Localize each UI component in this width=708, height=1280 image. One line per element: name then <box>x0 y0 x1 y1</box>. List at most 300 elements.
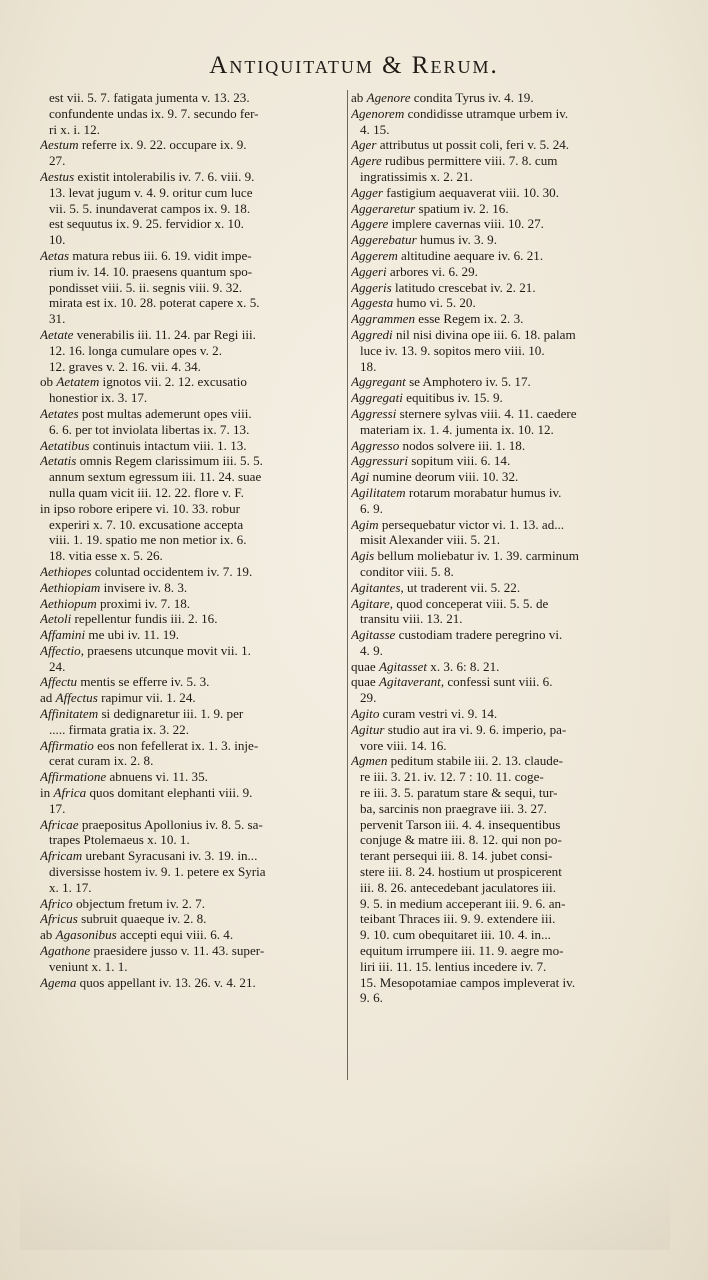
index-line <box>351 753 663 769</box>
index-text: fastigium aequaverat viii. 10. 30. <box>383 184 559 200</box>
index-text: , ut traderent vii. 5. 22. <box>400 579 521 595</box>
index-text: 6. 9. <box>360 500 383 516</box>
index-text: cerat curam ix. 2. 8. <box>49 753 154 769</box>
index-line <box>40 896 346 912</box>
index-text: me ubi iv. 11. 19. <box>85 627 180 643</box>
index-text: teibant Thraces iii. 9. 9. extendere iii. <box>360 911 556 927</box>
index-line <box>351 911 663 927</box>
index-line <box>351 359 663 375</box>
index-headword: Africus <box>40 911 78 927</box>
index-headword: Affirmatione <box>40 769 107 785</box>
index-text: 12. graves v. 2. 16. vii. 4. 34. <box>49 358 201 374</box>
index-headword: Aggrammen <box>351 311 416 327</box>
index-line <box>40 580 346 596</box>
index-text: custodiam tradere peregrino vi. <box>395 627 563 643</box>
index-line <box>351 990 663 1006</box>
index-headword: Aggeris <box>351 279 392 295</box>
index-headword: Agger <box>351 184 383 200</box>
index-line <box>40 848 346 864</box>
index-text: nodos solvere iii. 1. 18. <box>399 437 526 453</box>
index-headword: Africae <box>40 816 79 832</box>
index-line <box>40 769 346 785</box>
index-headword: Aggeri <box>351 263 387 279</box>
index-headword: Agitantes <box>351 579 401 595</box>
index-text: liri iii. 11. 15. lentius incedere iv. 7. <box>360 958 547 974</box>
index-headword: Aestus <box>40 168 75 184</box>
index-text: honestior ix. 3. 17. <box>49 390 148 406</box>
index-text: nulla quam vicit iii. 12. 22. flore v. F. <box>49 484 244 500</box>
index-text: ignotos vii. 2. 12. excusatio <box>99 374 247 390</box>
index-line <box>40 216 346 232</box>
index-line <box>351 596 663 612</box>
index-line <box>351 295 663 311</box>
index-line <box>351 848 663 864</box>
index-line <box>40 311 346 327</box>
index-line <box>351 659 663 675</box>
index-text: 9. 10. cum obequitaret iii. 10. 4. in... <box>360 927 551 943</box>
index-headword: Aethiopiam <box>40 579 101 595</box>
index-text: , quod conceperat viii. 5. 5. de <box>389 595 549 611</box>
index-text: diversisse hostem iv. 9. 1. petere ex Syria <box>49 864 266 880</box>
index-headword: Agmen <box>351 753 388 769</box>
index-text: accepti equi viii. 6. 4. <box>116 927 234 943</box>
index-headword: Aetates <box>40 405 79 421</box>
index-line <box>40 801 346 817</box>
index-headword: Ager <box>351 137 377 153</box>
index-text: latitudo crescebat iv. 2. 21. <box>391 279 536 295</box>
index-line <box>351 627 663 643</box>
column-rule <box>347 90 348 1080</box>
index-line <box>351 611 663 627</box>
index-line <box>351 327 663 343</box>
index-text: vore viii. 14. 16. <box>360 737 447 753</box>
index-line <box>351 548 663 564</box>
index-line <box>351 280 663 296</box>
index-text: 24. <box>49 658 66 674</box>
index-text: post multas ademerunt opes viii. <box>78 405 252 421</box>
index-text: est vii. 5. 7. fatigata jumenta v. 13. 23. <box>49 90 250 105</box>
index-line <box>351 517 663 533</box>
index-text: existit intolerabilis iv. 7. 6. viii. 9. <box>74 168 255 184</box>
index-line <box>351 137 663 153</box>
index-text: quos appellant iv. 13. 26. v. 4. 21. <box>76 974 256 990</box>
index-headword: Affamini <box>40 627 86 643</box>
index-headword: Agenorem <box>351 105 405 121</box>
index-line <box>351 801 663 817</box>
index-line <box>351 722 663 738</box>
index-line <box>351 311 663 327</box>
index-line <box>40 280 346 296</box>
index-line <box>351 501 663 517</box>
index-text: veniunt x. 1. 1. <box>49 958 128 974</box>
index-text: esse Regem ix. 2. 3. <box>415 311 524 327</box>
index-headword: Aggeraretur <box>351 200 416 216</box>
index-text: praesidere jusso v. 11. 43. super- <box>90 943 265 959</box>
index-line <box>40 122 346 138</box>
index-text: peditum stabile iii. 2. 13. claude- <box>387 753 564 769</box>
index-line <box>40 864 346 880</box>
index-headword: Affectus <box>55 690 98 706</box>
index-line <box>40 785 346 801</box>
index-text: conjuge & matre iii. 8. 12. qui non po- <box>360 832 562 848</box>
index-text: experiri x. 7. 10. excusatione accepta <box>49 516 244 532</box>
index-text: transitu viii. 13. 21. <box>360 611 463 627</box>
index-line <box>40 722 346 738</box>
index-line <box>351 248 663 264</box>
index-line <box>351 232 663 248</box>
index-line <box>40 817 346 833</box>
index-headword: Agilitatem <box>351 484 406 500</box>
index-text: quae <box>351 674 379 690</box>
index-line <box>351 738 663 754</box>
index-line <box>40 959 346 975</box>
index-headword: Affectu <box>40 674 78 690</box>
index-line <box>40 706 346 722</box>
index-text: conditor viii. 5. 8. <box>360 563 454 579</box>
index-line <box>351 453 663 469</box>
index-text: objectum fretum iv. 2. 7. <box>72 895 205 911</box>
index-line <box>40 137 346 153</box>
index-line <box>351 943 663 959</box>
index-text: coluntad occidentem iv. 7. 19. <box>91 563 253 579</box>
index-line <box>351 690 663 706</box>
index-line <box>351 469 663 485</box>
paper-shade <box>20 1160 670 1250</box>
index-text: vii. 5. 5. inundaverat campos ix. 9. 18. <box>49 200 251 216</box>
index-text: arbores vi. 6. 29. <box>386 263 478 279</box>
index-text: referre ix. 9. 22. occupare ix. 9. <box>78 137 247 153</box>
index-line <box>351 896 663 912</box>
index-line <box>40 485 346 501</box>
index-line <box>40 659 346 675</box>
index-text: ob <box>40 374 57 390</box>
index-text: materiam ix. 1. 4. jumenta ix. 10. 12. <box>360 421 554 437</box>
index-text: stere iii. 8. 24. hostium ut prospicerent <box>360 864 562 880</box>
index-text: est sequutus ix. 9. 25. fervidior x. 10. <box>49 216 244 232</box>
index-headword: Agitasset <box>379 658 428 674</box>
index-text: spatium iv. 2. 16. <box>415 200 509 216</box>
index-line <box>351 106 663 122</box>
index-line <box>40 564 346 580</box>
index-text: subruit quaeque iv. 2. 8. <box>77 911 207 927</box>
index-text: matura rebus iii. 6. 19. vidit impe- <box>69 247 252 263</box>
index-line <box>351 90 663 106</box>
index-headword: Aetas <box>40 247 70 263</box>
index-text: numine deorum viii. 10. 32. <box>369 469 519 485</box>
index-column-left <box>40 90 346 990</box>
index-line <box>351 406 663 422</box>
index-text: 17. <box>49 800 66 816</box>
index-line <box>40 248 346 264</box>
index-headword: Aethiopum <box>40 595 97 611</box>
index-line <box>40 327 346 343</box>
index-line <box>40 548 346 564</box>
index-text: humus iv. 3. 9. <box>416 232 497 248</box>
index-column-right <box>351 90 663 1006</box>
index-line <box>351 532 663 548</box>
index-text: 31. <box>49 311 66 327</box>
index-text: urebant Syracusani iv. 3. 19. in... <box>82 848 258 864</box>
index-text: iii. 8. 26. antecedebant jaculatores iii. <box>360 879 556 895</box>
index-line <box>40 406 346 422</box>
index-headword: Aetatis <box>40 453 77 469</box>
index-headword: Aggregant <box>351 374 406 390</box>
index-line <box>40 627 346 643</box>
index-text: pervenit Tarson iii. 4. 4. insequentibus <box>360 816 561 832</box>
index-text: sopitum viii. 6. 14. <box>408 453 511 469</box>
index-line <box>351 153 663 169</box>
index-line <box>40 343 346 359</box>
index-headword: Aggresso <box>351 437 400 453</box>
index-line <box>40 422 346 438</box>
index-headword: Aetatibus <box>40 437 90 453</box>
running-header: Antiquitatum & Rerum. <box>209 52 499 79</box>
index-line <box>40 943 346 959</box>
index-text: abnuens vi. 11. 35. <box>106 769 208 785</box>
index-line <box>351 264 663 280</box>
index-line <box>40 185 346 201</box>
index-text: confundente undas ix. 9. 7. secundo fer- <box>49 105 259 121</box>
index-text: 12. 16. longa cumulare opes v. 2. <box>49 342 222 358</box>
index-text: altitudine aequare iv. 6. 21. <box>397 247 544 263</box>
index-headword: Aethiopes <box>40 563 92 579</box>
index-text: ba, sarcinis non praegrave iii. 3. 27. <box>360 800 547 816</box>
index-text: implere cavernas viii. 10. 27. <box>388 216 544 232</box>
index-line <box>351 485 663 501</box>
index-text: attributus ut possit coli, feri v. 5. 24. <box>376 137 570 153</box>
index-line <box>351 880 663 896</box>
index-line <box>351 169 663 185</box>
index-line <box>40 738 346 754</box>
index-text: rapimur vii. 1. 24. <box>97 690 196 706</box>
index-text: 10. <box>49 232 66 248</box>
index-line <box>351 864 663 880</box>
index-headword: Agere <box>351 153 382 169</box>
index-headword: Aestum <box>40 137 79 153</box>
index-line <box>40 517 346 533</box>
index-headword: Affectio <box>40 642 81 658</box>
index-line <box>351 564 663 580</box>
index-text: omnis Regem clarissimum iii. 5. 5. <box>76 453 263 469</box>
index-text: 6. 6. per tot inviolata libertas ix. 7. 13. <box>49 421 250 437</box>
index-line <box>40 753 346 769</box>
index-line <box>40 690 346 706</box>
index-line <box>351 643 663 659</box>
index-text: rudibus permittere viii. 7. 8. cum <box>381 153 558 169</box>
index-headword: Aggesta <box>351 295 394 311</box>
index-headword: Affirmatio <box>40 737 94 753</box>
index-text: quae <box>351 658 379 674</box>
index-text: 15. Mesopotamiae campos impleverat iv. <box>360 974 576 990</box>
index-text: persequebatur victor vi. 1. 13. ad... <box>378 516 565 532</box>
index-headword: Aggerebatur <box>351 232 417 248</box>
index-text: luce iv. 13. 9. sopitos mero viii. 10. <box>360 342 545 358</box>
index-text: si dedignaretur iii. 1. 9. per <box>98 706 244 722</box>
index-text: trapes Ptolemaeus x. 10. 1. <box>49 832 190 848</box>
index-line <box>40 453 346 469</box>
index-line <box>40 264 346 280</box>
index-text: pondisset viii. 5. ii. segnis viii. 9. 32. <box>49 279 243 295</box>
index-text: 13. levat jugum v. 4. 9. oritur cum luce <box>49 184 253 200</box>
index-text: 29. <box>360 690 377 706</box>
index-line <box>40 643 346 659</box>
index-line <box>40 469 346 485</box>
index-text: 9. 5. in medium acceperant iii. 9. 6. an- <box>360 895 566 911</box>
index-text: eos non fefellerat ix. 1. 3. inje- <box>93 737 259 753</box>
index-line <box>40 201 346 217</box>
index-text: bellum moliebatur iv. 1. 39. carminum <box>374 548 579 564</box>
index-text: in ipso robore eripere vi. 10. 33. robur <box>40 500 240 516</box>
index-text: equitum irrumpere iii. 11. 9. aegre mo- <box>360 943 564 959</box>
index-headword: Aggredi <box>351 326 393 342</box>
index-text: 27. <box>49 153 66 169</box>
index-line <box>40 390 346 406</box>
index-line <box>351 975 663 991</box>
index-line <box>40 359 346 375</box>
index-line <box>351 959 663 975</box>
index-headword: Aetate <box>40 326 74 342</box>
index-text: 9. 6. <box>360 990 383 1006</box>
index-text: rium iv. 14. 10. praesens quantum spo- <box>49 263 253 279</box>
index-headword: Aggressuri <box>351 453 408 469</box>
index-text: x. 3. 6: 8. 21. <box>427 658 500 674</box>
index-headword: Agema <box>40 974 77 990</box>
index-text: condidisse utramque urbem iv. <box>404 105 569 121</box>
index-line <box>40 106 346 122</box>
index-line <box>40 911 346 927</box>
index-headword: Africa <box>53 785 87 801</box>
index-line <box>40 674 346 690</box>
index-headword: Aggressi <box>351 405 397 421</box>
index-line <box>351 674 663 690</box>
index-text: ab <box>351 90 367 105</box>
index-line <box>40 153 346 169</box>
index-line <box>40 232 346 248</box>
index-headword: Agim <box>351 516 379 532</box>
index-line <box>351 201 663 217</box>
index-line <box>40 880 346 896</box>
index-line <box>351 390 663 406</box>
index-line <box>40 169 346 185</box>
index-text: continuis intactum viii. 1. 13. <box>89 437 247 453</box>
index-text: venerabilis iii. 11. 24. par Regi iii. <box>73 326 256 342</box>
index-text: 18. vitia esse x. 5. 26. <box>49 548 163 564</box>
index-line <box>351 343 663 359</box>
index-text: quos domitant elephanti viii. 9. <box>86 785 253 801</box>
index-headword: Agathone <box>40 943 91 959</box>
index-line <box>351 706 663 722</box>
index-headword: Affinitatem <box>40 706 99 722</box>
index-headword: Aggere <box>351 216 389 232</box>
index-text: misit Alexander viii. 5. 21. <box>360 532 501 548</box>
index-headword: Agitaverant <box>379 674 441 690</box>
index-line <box>351 216 663 232</box>
index-line <box>351 438 663 454</box>
index-text: se Amphotero iv. 5. 17. <box>405 374 531 390</box>
index-line <box>40 295 346 311</box>
index-headword: Agi <box>351 469 370 485</box>
index-text: praepositus Apollonius iv. 8. 5. sa- <box>78 816 263 832</box>
index-headword: Africam <box>40 848 83 864</box>
index-headword: Agitare <box>351 595 390 611</box>
index-headword: Agito <box>351 706 380 722</box>
index-line <box>40 90 346 106</box>
index-text: proximi iv. 7. 18. <box>96 595 191 611</box>
index-text: ingratissimis x. 2. 21. <box>360 168 473 184</box>
index-text: rotarum morabatur humus iv. <box>405 484 562 500</box>
index-text: humo vi. 5. 20. <box>393 295 476 311</box>
index-line <box>40 596 346 612</box>
index-line <box>40 374 346 390</box>
index-text: 18. <box>360 358 377 374</box>
index-text: viii. 1. 19. spatio me non metior ix. 6. <box>49 532 247 548</box>
index-headword: Africo <box>40 895 73 911</box>
index-headword: Aetoli <box>40 611 72 627</box>
index-line <box>40 611 346 627</box>
index-text: ad <box>40 690 56 706</box>
index-text: repellentur fundis iii. 2. 16. <box>71 611 218 627</box>
index-line <box>351 122 663 138</box>
index-text: sternere sylvas viii. 4. 11. caedere <box>396 405 577 421</box>
index-text: curam vestri vi. 9. 14. <box>379 706 498 722</box>
index-text: condita Tyrus iv. 4. 19. <box>410 90 534 105</box>
index-headword: Aetatem <box>56 374 100 390</box>
index-line <box>351 185 663 201</box>
index-headword: Agitur <box>351 721 385 737</box>
index-line <box>351 785 663 801</box>
index-headword: Agasonibus <box>55 927 117 943</box>
index-text: ri x. i. 12. <box>49 121 100 137</box>
index-headword: Aggregati <box>351 390 403 406</box>
index-text: x. 1. 17. <box>49 879 92 895</box>
index-text: re iii. 3. 21. iv. 12. 7 : 10. 11. coge- <box>360 769 544 785</box>
index-line <box>351 832 663 848</box>
index-line <box>351 422 663 438</box>
index-text: terant persequi iii. 8. 14. jubet consi- <box>360 848 553 864</box>
index-text: 4. 9. <box>360 642 383 658</box>
index-line <box>351 769 663 785</box>
index-text: , praesens utcunque movit vii. 1. <box>80 642 251 658</box>
index-text: , confessi sunt viii. 6. <box>440 674 553 690</box>
index-headword: Aggerem <box>351 247 398 263</box>
index-text: ..... firmata gratia ix. 3. 22. <box>49 721 189 737</box>
index-text: in <box>40 785 54 801</box>
index-text: mentis se efferre iv. 5. 3. <box>77 674 210 690</box>
index-text: re iii. 3. 5. paratum stare & sequi, tur- <box>360 785 558 801</box>
index-text: equitibus iv. 15. 9. <box>402 390 503 406</box>
index-line <box>40 532 346 548</box>
index-text: ab <box>40 927 56 943</box>
index-line <box>40 927 346 943</box>
index-line <box>351 817 663 833</box>
index-text: studio aut ira vi. 9. 6. imperio, pa- <box>384 721 567 737</box>
index-headword: Agis <box>351 548 375 564</box>
index-text: invisere iv. 8. 3. <box>100 579 188 595</box>
index-line <box>40 438 346 454</box>
index-text: 4. 15. <box>360 121 390 137</box>
index-headword: Agenore <box>366 90 411 105</box>
index-line <box>351 374 663 390</box>
index-line <box>40 975 346 991</box>
index-line <box>40 501 346 517</box>
index-text: mirata est ix. 10. 28. poterat capere x. 5. <box>49 295 260 311</box>
index-line <box>351 580 663 596</box>
index-headword: Agitasse <box>351 627 396 643</box>
index-line <box>351 927 663 943</box>
index-line <box>40 832 346 848</box>
index-text: annum sextum egressum iii. 11. 24. suae <box>49 469 262 485</box>
index-text: nil nisi divina ope iii. 6. 18. palam <box>392 326 576 342</box>
